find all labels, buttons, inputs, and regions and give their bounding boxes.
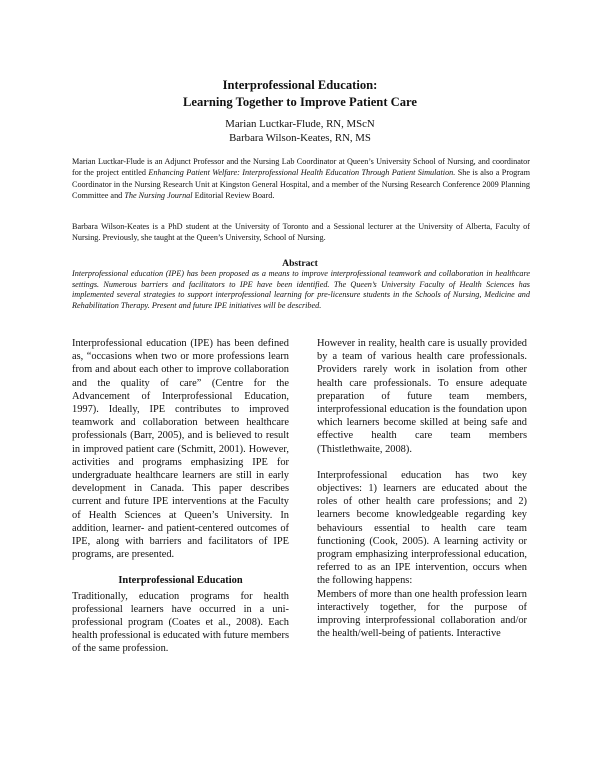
bio1-project-title: Enhancing Patient Welfare: Interprofessional Health Education Through Patient Simulation.: [148, 168, 456, 178]
block-quote: Members of more than one health profession learn interactively together, for the purpose of improving interprofessional collaboration and/or the health/well-being of patients. Interactive: [317, 588, 527, 640]
paper-title: [0, 77, 600, 111]
bio1-text-c: She is also a Program Coordinator in the Nursing Research Unit at Kingston General Hospital, and a member of the Nursing Research Conference 2009 Planning Committee and: [72, 168, 531, 200]
title-line-2: Learning Together to Improve Patient Care: [182, 95, 418, 109]
author-2: Barbara Wilson-Keates, RN, MS: [229, 132, 371, 144]
right-column: [317, 337, 527, 640]
section-heading: Interprofessional Education: [118, 575, 243, 587]
title-line-1: Interprofessional Education:: [222, 78, 378, 92]
author-bio-2: Barbara Wilson-Keates is a PhD student at the University of Toronto and a Sessional lecturer at the University of Alberta, Faculty of Nursing. Previously, she taught at the Queen’s University, School of Nursing.: [72, 222, 530, 243]
left-column: [72, 337, 289, 656]
abstract-text: Interprofessional education (IPE) has been proposed as a means to improve interprofessional teamwork and collaboration in healthcare settings. Numerous barriers and facilitators to IPE have been identified. The Queen’s University Faculty of Health Sciences has implemented several strategies to support interprofessional learning for pre-licensure students in the Schools of Nursing, Medicine and Rehabilitation Therapy. Present and future IPE initiatives will be described.: [72, 269, 530, 310]
bio1-text-a: Marian Luctkar-Flude is an Adjunct Professor and the Nursing Lab Coordinator at Queen’s University School of Nursing, and coordinator for the project entitled: [72, 157, 530, 178]
right-paragraph-1: However in reality, health care is usually provided by a team of various health care professionals. Providers rarely work in isolation from other health care professionals. To ensure adequate preparation of future team members, interprofessional education is the foundation upon which learners become skilled at being safe and effective health care team members (Thistlethwaite, 2008).: [317, 338, 527, 455]
author-bio-1: [72, 156, 530, 201]
author-list: [0, 117, 600, 145]
bio1-text-e: Editorial Review Board.: [192, 190, 275, 200]
intro-paragraph: Interprofessional education (IPE) has been defined as, “occasions when two or more professions learn from and about each other to improve collaboration and the quality of care” (Centre for the Advancement of Interprofessional Education, 1997). Ideally, IPE contributes to improved teamwork and collaboration between healthcare professionals (Barr, 2005), and is believed to result in improved patient care (Schmitt, 2001). However, activities and programs emphasizing IPE for undergraduate healthcare learners are still in early development in Canada. This paper describes current and future IPE interventions at the Faculty of Health Sciences at Queen’s University. In addition, learner- and patient-centered outcomes of IPE, along with barriers and facilitators of IPE programs, are presented.: [72, 338, 289, 561]
right-paragraph-2: Interprofessional education has two key objectives: 1) learners are educated about the roles of other health care professions; and 2) learners become knowledgeable regarding key behaviours essential to health care team functioning (Cook, 2005). A learning activity or program emphasizing interprofessional education, referred to as an IPE intervention, occurs when the following happens:: [317, 469, 527, 587]
author-1: Marian Luctkar-Flude, RN, MScN: [225, 118, 375, 130]
abstract-heading: Abstract: [282, 258, 318, 269]
section-paragraph: Traditionally, education programs for health professional learners have occurred in a uni-professional program (Coates et al., 2008). Each health professional is educated with future members of the same profession.: [72, 590, 289, 655]
bio1-journal-name: The Nursing Journal: [124, 190, 193, 200]
